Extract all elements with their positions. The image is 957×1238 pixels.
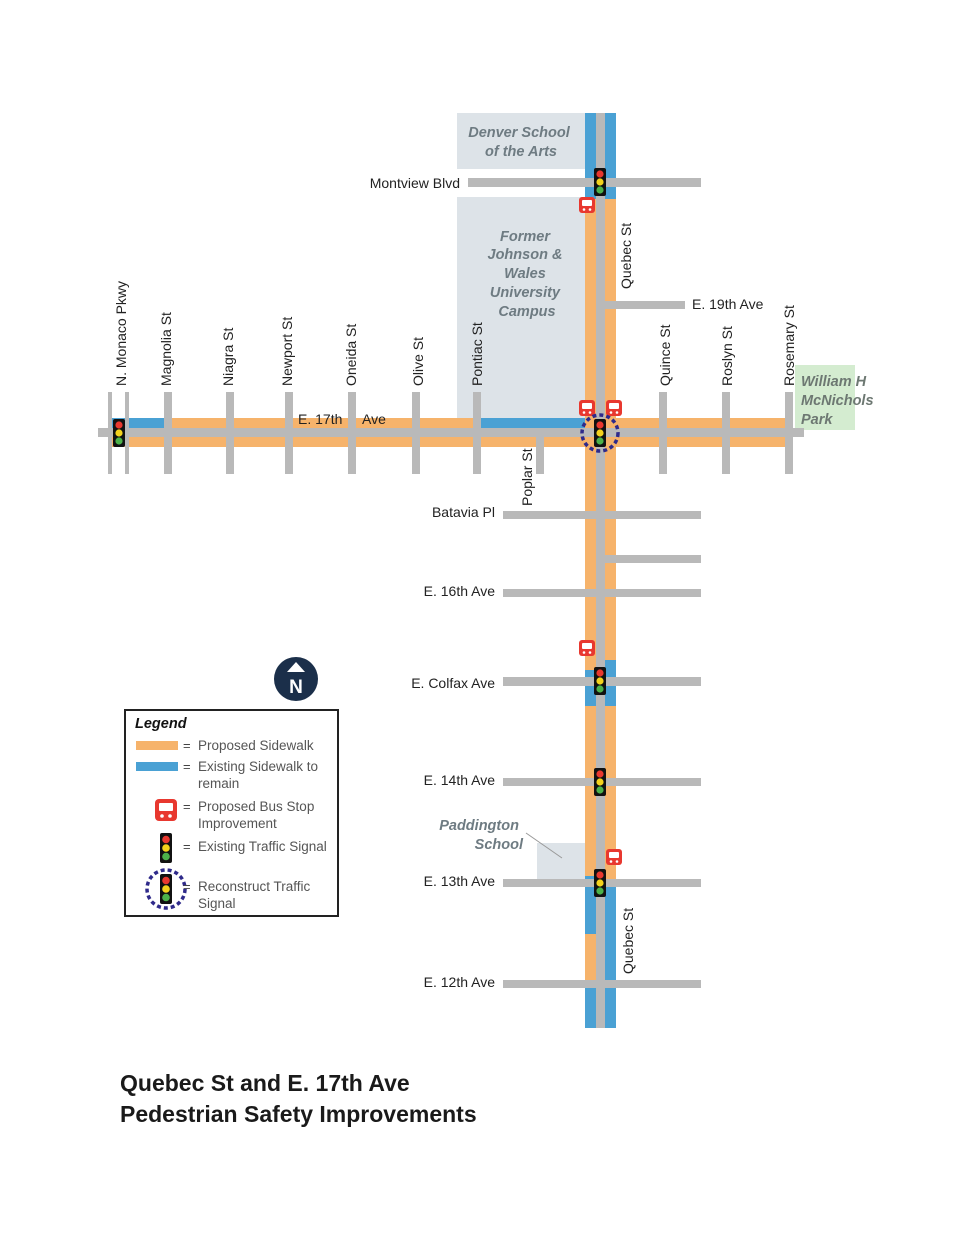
street-rosemary: Rosemary St — [781, 305, 797, 386]
street-e17-a: E. 17th — [298, 411, 343, 427]
existing-sidewalk-swatch — [136, 762, 178, 771]
traffic-signal-icon — [594, 869, 606, 897]
bus-stop-icon — [606, 400, 622, 416]
street-olive: Olive St — [410, 336, 426, 386]
traffic-signal-icon — [113, 419, 125, 447]
street-e12: E. 12th Ave — [423, 974, 495, 990]
bus-stop-icon — [579, 640, 595, 656]
street-quebec-south: Quebec St — [620, 907, 636, 974]
street-e19: E. 19th Ave — [692, 296, 764, 312]
bus-stop-icon — [579, 400, 595, 416]
legend-item-reconstruct-signal: = Reconstruct Traffic Signal — [126, 878, 339, 914]
street-monaco: N. Monaco Pkwy — [113, 280, 129, 386]
bus-stop-icon — [579, 197, 595, 213]
street-quince: Quince St — [657, 324, 673, 386]
street-quebec-north: Quebec St — [618, 222, 634, 289]
title-line-1: Quebec St and E. 17th Ave — [120, 1070, 410, 1096]
street-e16: E. 16th Ave — [423, 583, 495, 599]
school-label: Paddington School — [439, 818, 523, 853]
street-magnolia: Magnolia St — [158, 312, 174, 386]
street-pontiac: Pontiac St — [469, 322, 485, 386]
park-label: William H McNichols Park — [801, 374, 874, 428]
street-poplar: Poplar St — [519, 448, 535, 506]
title-line-2: Pedestrian Safety Improvements — [120, 1101, 477, 1127]
dsa-area — [457, 113, 585, 169]
svg-text:N: N — [289, 677, 303, 698]
street-colfax: E. Colfax Ave — [411, 675, 495, 691]
traffic-signal-icon — [594, 768, 606, 796]
legend — [124, 709, 339, 917]
traffic-signal-icon — [594, 419, 606, 447]
school-area — [537, 843, 585, 879]
bus-stop-icon — [606, 849, 622, 865]
legend-item-proposed-sidewalk: = Proposed Sidewalk — [126, 737, 339, 755]
dsa-label: Denver School of the Arts — [468, 125, 570, 160]
legend-item-existing-sidewalk: = Existing Sidewalk to remain — [126, 758, 339, 794]
traffic-signal-icon — [159, 832, 173, 864]
legend-item-traffic-signal: = Existing Traffic Signal — [126, 838, 339, 874]
street-e17-b: Ave — [362, 411, 386, 427]
legend-item-bus-stop: = Proposed Bus Stop Improvement — [126, 798, 339, 834]
street-montview: Montview Blvd — [369, 175, 460, 191]
street-e14: E. 14th Ave — [423, 772, 495, 788]
street-e13: E. 13th Ave — [423, 873, 495, 889]
proposed-sidewalk-swatch — [136, 741, 178, 750]
legend-title: Legend — [135, 716, 187, 732]
street-roslyn: Roslyn St — [719, 326, 735, 386]
traffic-signal-icon — [594, 667, 606, 695]
bus-stop-icon — [154, 798, 178, 822]
street-niagra: Niagra St — [220, 327, 236, 386]
campus-label: Former Johnson & Wales University Campus — [487, 229, 563, 320]
traffic-signal-icon — [594, 168, 606, 196]
street-newport: Newport St — [279, 316, 295, 386]
north-arrow-icon — [274, 657, 318, 701]
page-title — [120, 1068, 477, 1130]
street-oneida: Oneida St — [343, 323, 359, 386]
street-batavia: Batavia Pl — [431, 504, 495, 520]
